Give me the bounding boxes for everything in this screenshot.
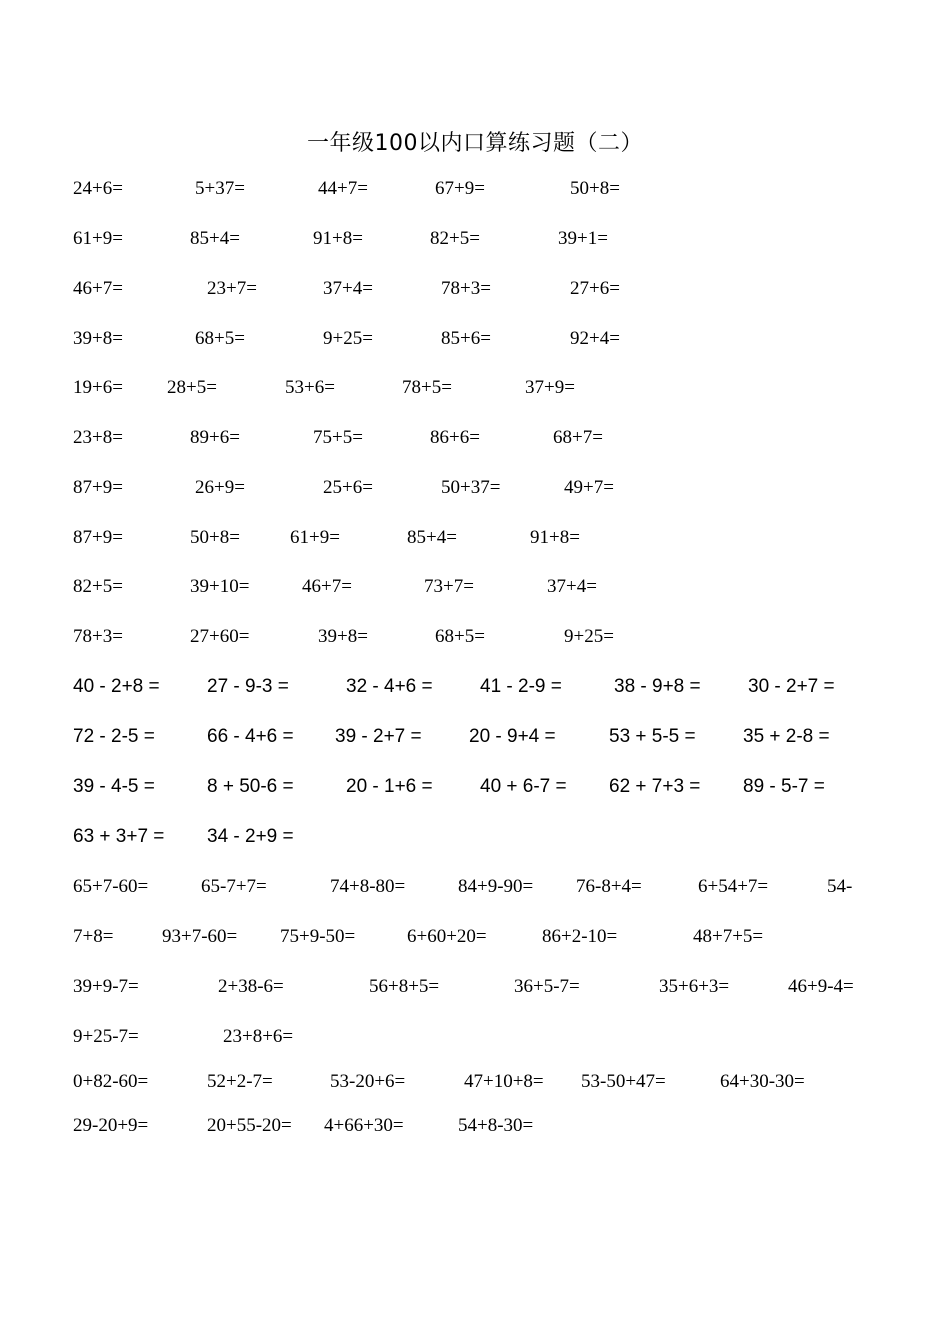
math-problem: 46+7= bbox=[73, 278, 123, 299]
math-problem: 82+5= bbox=[430, 228, 480, 249]
math-problem: 93+7-60= bbox=[162, 926, 238, 947]
math-problem: 53-20+6= bbox=[330, 1071, 406, 1092]
math-problem: 38 - 9+8 = bbox=[614, 676, 701, 697]
problem-row bbox=[0, 926, 950, 956]
math-problem: 67+9= bbox=[435, 178, 485, 199]
problem-row bbox=[0, 826, 950, 856]
problem-row bbox=[0, 477, 950, 507]
math-problem: 6+54+7= bbox=[698, 876, 769, 897]
math-problem: 65+7-60= bbox=[73, 876, 149, 897]
math-problem: 74+8-80= bbox=[330, 876, 406, 897]
math-problem: 50+8= bbox=[190, 527, 240, 548]
math-problem: 91+8= bbox=[530, 527, 580, 548]
math-problem: 92+4= bbox=[570, 328, 620, 349]
math-problem: 23+8+6= bbox=[223, 1026, 294, 1047]
math-problem: 9+25= bbox=[323, 328, 373, 349]
math-problem: 7+8= bbox=[73, 926, 114, 947]
problem-row bbox=[0, 876, 950, 906]
problem-row bbox=[0, 676, 950, 706]
math-problem: 4+66+30= bbox=[324, 1115, 404, 1136]
math-problem: 56+8+5= bbox=[369, 976, 440, 997]
math-problem: 50+8= bbox=[570, 178, 620, 199]
math-problem: 20 - 1+6 = bbox=[346, 776, 433, 797]
math-problem: 50+37= bbox=[441, 477, 501, 498]
math-problem: 30 - 2+7 = bbox=[748, 676, 835, 697]
math-problem: 89+6= bbox=[190, 427, 240, 448]
math-problem: 85+4= bbox=[190, 228, 240, 249]
math-problem: 44+7= bbox=[318, 178, 368, 199]
page-title: 一年级100以内口算练习题（二） bbox=[307, 131, 643, 156]
math-problem: 89 - 5-7 = bbox=[743, 776, 825, 797]
math-problem: 32 - 4+6 = bbox=[346, 676, 433, 697]
math-problem: 87+9= bbox=[73, 477, 123, 498]
math-problem: 28+5= bbox=[167, 377, 217, 398]
problem-row bbox=[0, 626, 950, 656]
problem-row bbox=[0, 178, 950, 208]
problem-row bbox=[0, 278, 950, 308]
math-problem: 46+7= bbox=[302, 576, 352, 597]
problem-row bbox=[0, 1026, 950, 1056]
math-problem: 27 - 9-3 = bbox=[207, 676, 289, 697]
problem-row bbox=[0, 228, 950, 258]
math-problem: 54- bbox=[827, 876, 853, 897]
math-problem: 62 + 7+3 = bbox=[609, 776, 701, 797]
math-problem: 23+8= bbox=[73, 427, 123, 448]
math-problem: 39+8= bbox=[73, 328, 123, 349]
math-problem: 64+30-30= bbox=[720, 1071, 805, 1092]
math-problem: 46+9-4= bbox=[788, 976, 854, 997]
math-problem: 75+5= bbox=[313, 427, 363, 448]
math-problem: 53-50+47= bbox=[581, 1071, 666, 1092]
problem-row bbox=[0, 776, 950, 806]
math-problem: 36+5-7= bbox=[514, 976, 580, 997]
math-problem: 53 + 5-5 = bbox=[609, 726, 696, 747]
problem-row bbox=[0, 328, 950, 358]
math-problem: 39 - 2+7 = bbox=[335, 726, 422, 747]
math-problem: 68+5= bbox=[435, 626, 485, 647]
math-problem: 37+4= bbox=[547, 576, 597, 597]
math-problem: 39+9-7= bbox=[73, 976, 139, 997]
math-problem: 35+6+3= bbox=[659, 976, 730, 997]
math-problem: 47+10+8= bbox=[464, 1071, 544, 1092]
math-problem: 61+9= bbox=[73, 228, 123, 249]
math-problem: 48+7+5= bbox=[693, 926, 764, 947]
math-problem: 68+5= bbox=[195, 328, 245, 349]
math-problem: 91+8= bbox=[313, 228, 363, 249]
math-problem: 41 - 2-9 = bbox=[480, 676, 562, 697]
math-problem: 0+82-60= bbox=[73, 1071, 149, 1092]
math-problem: 25+6= bbox=[323, 477, 373, 498]
math-problem: 9+25= bbox=[564, 626, 614, 647]
problem-row bbox=[0, 726, 950, 756]
math-problem: 37+9= bbox=[525, 377, 575, 398]
math-problem: 19+6= bbox=[73, 377, 123, 398]
math-problem: 82+5= bbox=[73, 576, 123, 597]
math-problem: 37+4= bbox=[323, 278, 373, 299]
math-problem: 75+9-50= bbox=[280, 926, 356, 947]
math-problem: 65-7+7= bbox=[201, 876, 267, 897]
math-problem: 20+55-20= bbox=[207, 1115, 292, 1136]
math-problem: 85+4= bbox=[407, 527, 457, 548]
math-problem: 72 - 2-5 = bbox=[73, 726, 155, 747]
math-problem: 40 - 2+8 = bbox=[73, 676, 160, 697]
problem-row bbox=[0, 377, 950, 407]
math-problem: 27+6= bbox=[570, 278, 620, 299]
math-problem: 26+9= bbox=[195, 477, 245, 498]
math-problem: 76-8+4= bbox=[576, 876, 642, 897]
math-problem: 35 + 2-8 = bbox=[743, 726, 830, 747]
math-problem: 49+7= bbox=[564, 477, 614, 498]
math-problem: 66 - 4+6 = bbox=[207, 726, 294, 747]
math-problem: 39 - 4-5 = bbox=[73, 776, 155, 797]
math-problem: 53+6= bbox=[285, 377, 335, 398]
math-problem: 39+10= bbox=[190, 576, 250, 597]
math-problem: 24+6= bbox=[73, 178, 123, 199]
math-problem: 39+8= bbox=[318, 626, 368, 647]
math-problem: 6+60+20= bbox=[407, 926, 487, 947]
math-problem: 73+7= bbox=[424, 576, 474, 597]
math-problem: 20 - 9+4 = bbox=[469, 726, 556, 747]
problem-row bbox=[0, 527, 950, 557]
math-problem: 61+9= bbox=[290, 527, 340, 548]
math-problem: 39+1= bbox=[558, 228, 608, 249]
math-problem: 78+3= bbox=[73, 626, 123, 647]
math-problem: 5+37= bbox=[195, 178, 245, 199]
math-problem: 2+38-6= bbox=[218, 976, 284, 997]
math-problem: 29-20+9= bbox=[73, 1115, 149, 1136]
math-problem: 27+60= bbox=[190, 626, 250, 647]
math-problem: 40 + 6-7 = bbox=[480, 776, 567, 797]
math-problem: 84+9-90= bbox=[458, 876, 534, 897]
math-problem: 78+3= bbox=[441, 278, 491, 299]
problem-row bbox=[0, 976, 950, 1006]
math-problem: 9+25-7= bbox=[73, 1026, 139, 1047]
math-problem: 54+8-30= bbox=[458, 1115, 534, 1136]
math-problem: 68+7= bbox=[553, 427, 603, 448]
math-problem: 85+6= bbox=[441, 328, 491, 349]
math-problem: 86+2-10= bbox=[542, 926, 618, 947]
math-problem: 8 + 50-6 = bbox=[207, 776, 294, 797]
math-problem: 63 + 3+7 = bbox=[73, 826, 165, 847]
problem-row bbox=[0, 576, 950, 606]
problem-row bbox=[0, 1115, 950, 1145]
math-problem: 34 - 2+9 = bbox=[207, 826, 294, 847]
problem-row bbox=[0, 427, 950, 457]
math-problem: 23+7= bbox=[207, 278, 257, 299]
math-problem: 78+5= bbox=[402, 377, 452, 398]
math-problem: 87+9= bbox=[73, 527, 123, 548]
problem-row bbox=[0, 1071, 950, 1101]
math-problem: 86+6= bbox=[430, 427, 480, 448]
math-problem: 52+2-7= bbox=[207, 1071, 273, 1092]
